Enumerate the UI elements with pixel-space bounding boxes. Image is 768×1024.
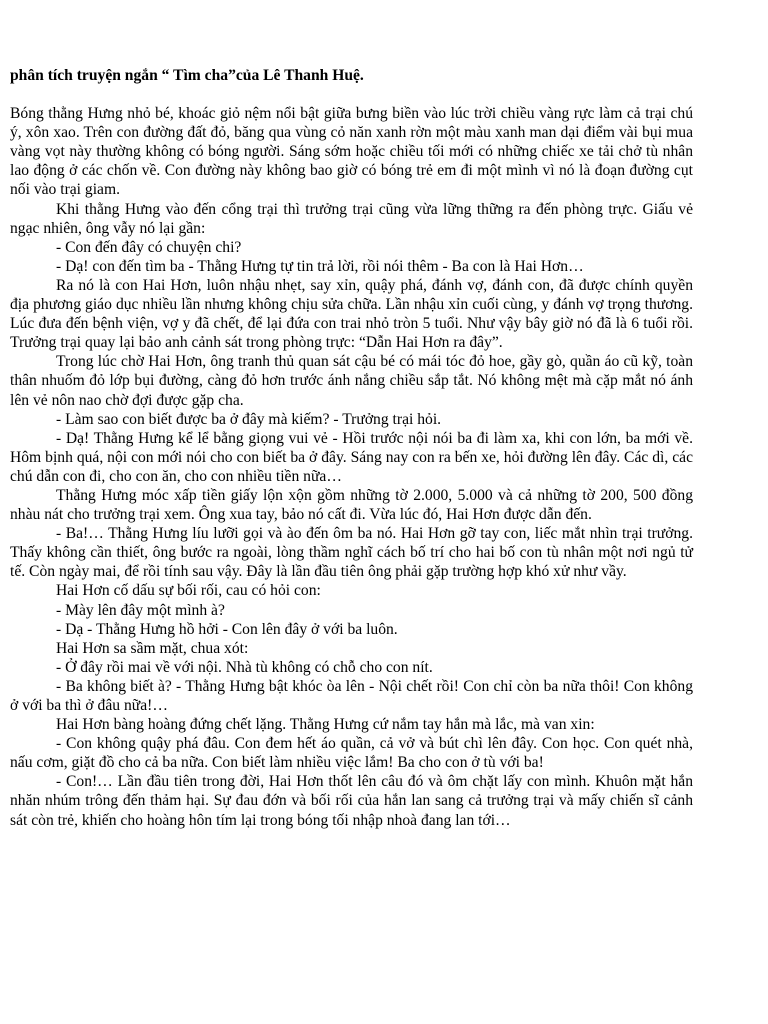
- paragraph: Ra nó là con Hai Hơn, luôn nhậu nhẹt, say xỉn, quậy phá, đánh vợ, đánh con, đã được chính quyền địa phương giáo dục nhiều lần nhưng không chịu sửa chữa. Lần nhậu xỉn cuối cùng, y đánh vợ trọng thương. Lúc đưa đến bệnh viện, vợ y đã chết, để lại đứa con trai nhỏ tròn 5 tuổi. Như vậy bây giờ nó đã là 6 tuổi rồi. Trưởng trại quay lại bảo anh cảnh sát trong phòng trực: “Dẫn Hai Hơn ra đây”.: [10, 276, 693, 352]
- paragraph: - Ở đây rồi mai về với nội. Nhà tù không có chỗ cho con nít.: [56, 658, 433, 676]
- document-body: [10, 104, 693, 830]
- paragraph: - Con không quậy phá đâu. Con đem hết áo quần, cả vở và bút chì lên đây. Con học. Con quét nhà, nấu cơm, giặt đồ cho cả ba nữa. Con biết làm nhiều việc lắm! Ba cho con ở tù với ba!: [10, 735, 693, 772]
- paragraph: Hai Hơn cố dấu sự bối rối, cau có hỏi con:: [56, 582, 321, 600]
- paragraph: - Mày lên đây một mình à?: [56, 601, 225, 619]
- paragraph: - Dạ - Thằng Hưng hồ hởi - Con lên đây ở với ba luôn.: [56, 620, 398, 638]
- paragraph: Hai Hơn bàng hoàng đứng chết lặng. Thằng Hưng cứ nắm tay hắn mà lắc, mà van xin:: [56, 716, 595, 734]
- paragraph: Thằng Hưng móc xấp tiền giấy lộn xộn gồm những tờ 2.000, 5.000 và cả những tờ 200, 500 đồng nhàu nát cho trưởng trại xem. Ông xua tay, bảo nó cất đi. Vừa lúc đó, Hai Hơn được dẫn đến.: [10, 486, 693, 524]
- paragraph: - Dạ! Thằng Hưng kể lể bằng giọng vui vẻ - Hồi trước nội nói ba đi làm xa, khi con lớn, ba mới về. Hôm bịnh quá, nội con mới nói cho con biết ba ở đây. Sáng nay con ra bến xe, hỏi đường lên đây. Các dì, các chú dẫn con đi, cho con ăn, cho con nhiều tiền nữa…: [10, 429, 693, 485]
- document-title: phân tích truyện ngắn “ Tìm cha”của Lê Thanh Huệ.: [10, 67, 364, 84]
- paragraph: - Ba!… Thằng Hưng líu lưỡi gọi và ào đến ôm ba nó. Hai Hơn gỡ tay con, liếc mắt nhìn trại trưởng. Thấy không cần thiết, ông bước ra ngoài, lòng thầm nghĩ cách bố trí cho hai bố con tù nhân một nơi ngủ tử tế. Còn ngày mai, để rồi tính sau vậy. Đây là lần đầu tiên ông phải gặp trường hợp khó xử như vầy.: [10, 525, 693, 581]
- paragraph: - Con!… Lần đầu tiên trong đời, Hai Hơn thốt lên câu đó và ôm chặt lấy con mình. Khuôn mặt hắn nhăn nhúm trông đến thảm hại. Sự đau đớn và bối rối của hắn lan sang cả trưởng trại và mấy chiến sĩ cảnh sát còn trẻ, khiến cho hoàng hôn tím lại trong bóng tối nhập nhoà đang lan tới…: [10, 773, 693, 829]
- paragraph: Hai Hơn sa sầm mặt, chua xót:: [56, 639, 249, 657]
- paragraph: - Ba không biết à? - Thằng Hưng bật khóc òa lên - Nội chết rồi! Con chỉ còn ba nữa thôi! Con không ở với ba thì ở đâu nữa!…: [10, 677, 693, 714]
- paragraph: Trong lúc chờ Hai Hơn, ông tranh thủ quan sát cậu bé có mái tóc đỏ hoe, gầy gò, quần áo cũ kỹ, toàn thân nhuốm đỏ lớp bụi đường, càng đỏ hơn trước ánh nắng chiều sắp tắt. Nó không mệt mà cặp mắt nó ánh lên vẻ nôn nao chờ đợi được gặp cha.: [10, 353, 693, 409]
- paragraph: - Làm sao con biết được ba ở đây mà kiếm? - Trưởng trại hỏi.: [56, 410, 442, 428]
- paragraph: Bóng thằng Hưng nhỏ bé, khoác giỏ nệm nổi bật giữa bưng biền vào lúc trời chiều vàng rực làm cả trại chú ý, xôn xao. Trên con đường đất đỏ, băng qua vùng cỏ năn xanh rờn một màu xanh man dại điểm vài bụi mua vàng vọt này thường không có bóng người. Sáng sớm hoặc chiều tối mới có những chiếc xe tải chở tù nhân lao động ở các chốn về. Con đường này không bao giờ có bóng trẻ em đi một mình vì nó là đoạn đường cụt nối vào trại giam.: [10, 105, 693, 199]
- paragraph: Khi thằng Hưng vào đến cổng trại thì trưởng trại cũng vừa lững thững ra đến phòng trực. Giấu vẻ ngạc nhiên, ông vẫy nó lại gần:: [10, 200, 693, 237]
- paragraph: - Dạ! con đến tìm ba - Thằng Hưng tự tin trả lời, rồi nói thêm - Ba con là Hai Hơn…: [56, 257, 584, 275]
- paragraph: - Con đến đây có chuyện chi?: [56, 238, 242, 256]
- document-page: [10, 66, 693, 830]
